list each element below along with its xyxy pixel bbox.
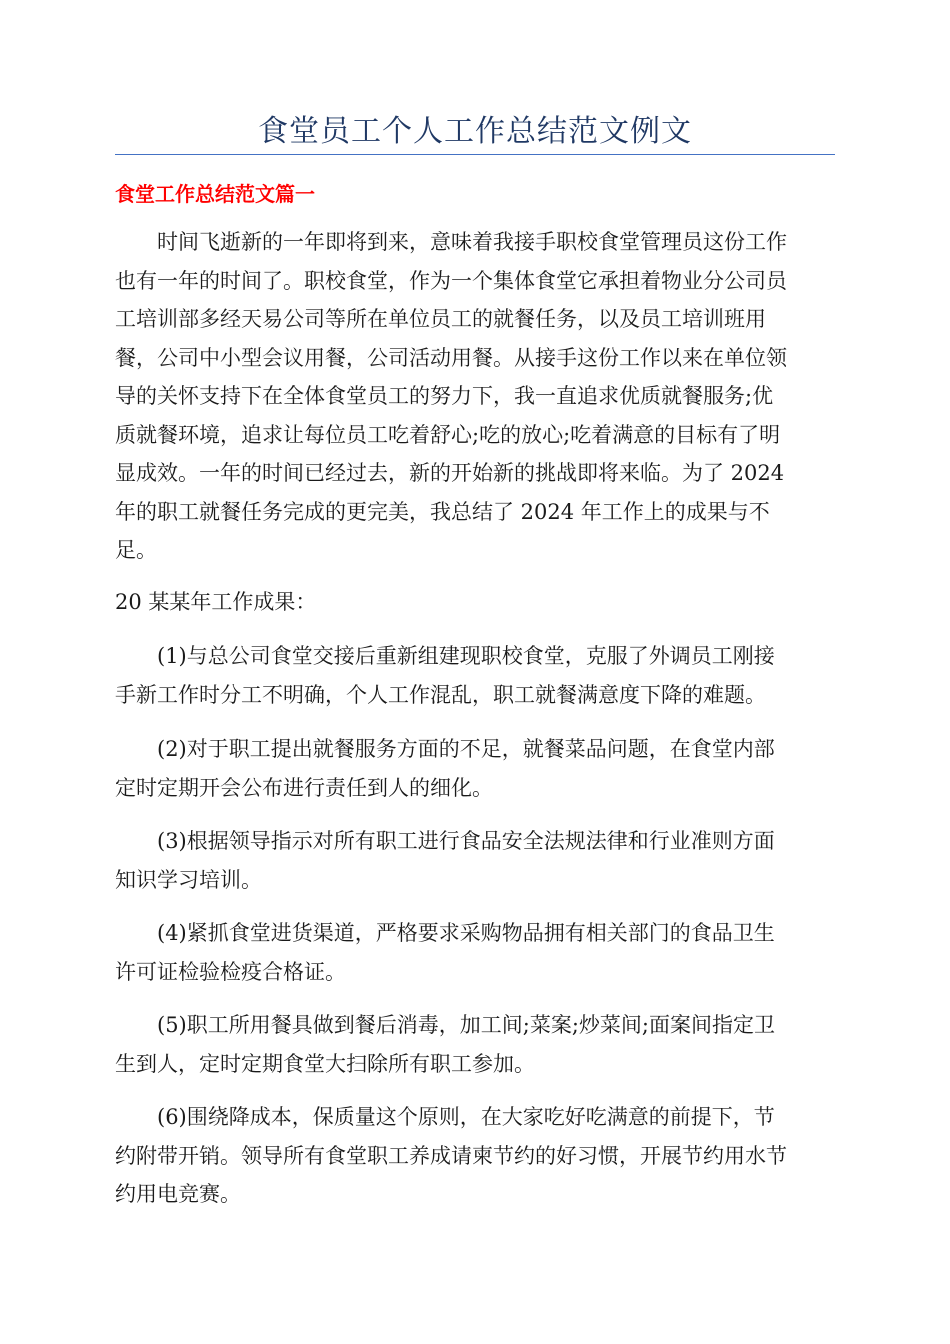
result-item-4 bbox=[115, 914, 835, 991]
paragraph-line: 工培训部多经天易公司等所在单位员工的就餐任务，以及员工培训班用 bbox=[115, 307, 766, 331]
paragraph-line: (2)对于职工提出就餐服务方面的不足，就餐菜品问题，在食堂内部 bbox=[115, 737, 775, 761]
paragraph-line: 足。 bbox=[115, 538, 157, 562]
paragraph-line: 也有一年的时间了。职校食堂，作为一个集体食堂它承担着物业分公司员 bbox=[115, 268, 787, 293]
paragraph-line: 定时定期开会公布进行责任到人的细化。 bbox=[115, 775, 493, 800]
result-item-3 bbox=[115, 822, 835, 899]
title-underline-rule bbox=[115, 154, 835, 155]
paragraph-line: 餐，公司中小型会议用餐，公司活动用餐。从接手这份工作以来在单位领 bbox=[115, 345, 787, 370]
paragraph-line: 时间飞逝新的一年即将到来，意味着我接手职校食堂管理员这份工作 bbox=[115, 230, 787, 254]
paragraph-line: 知识学习培训。 bbox=[115, 867, 262, 892]
result-item-6 bbox=[115, 1098, 835, 1214]
paragraph-line: (4)紧抓食堂进货渠道，严格要求采购物品拥有相关部门的食品卫生 bbox=[115, 921, 775, 945]
paragraph-line: (5)职工所用餐具做到餐后消毒，加工间;菜案;炒菜间;面案间指定卫 bbox=[115, 1013, 775, 1037]
document-title: 食堂员工个人工作总结范文例文 bbox=[258, 114, 692, 149]
paragraph-line: 手新工作时分工不明确，个人工作混乱，职工就餐满意度下降的难题。 bbox=[115, 682, 766, 707]
paragraph-line: 导的关怀支持下在全体食堂员工的努力下，我一直追求优质就餐服务;优 bbox=[115, 384, 774, 408]
result-item-5 bbox=[115, 1006, 835, 1083]
paragraph-line: 生到人，定时定期食堂大扫除所有职工参加。 bbox=[115, 1051, 535, 1076]
paragraph-line: 约附带开销。领导所有食堂职工养成请柬节约的好习惯，开展节约用水节 bbox=[115, 1143, 787, 1168]
intro-paragraph bbox=[115, 223, 835, 570]
section-heading: 食堂工作总结范文篇一 bbox=[115, 182, 315, 206]
paragraph-line: 许可证检验检疫合格证。 bbox=[115, 959, 346, 984]
paragraph-line: 质就餐环境，追求让每位员工吃着舒心;吃的放心;吃着满意的目标有了明 bbox=[115, 422, 781, 447]
result-item-2 bbox=[115, 730, 835, 807]
paragraph-line: 约用电竞赛。 bbox=[115, 1182, 241, 1206]
paragraph-line: (3)根据领导指示对所有职工进行食品安全法规法律和行业准则方面 bbox=[115, 829, 775, 853]
paragraph-line: 显成效。一年的时间已经过去，新的开始新的挑战即将来临。为了 2024 bbox=[115, 461, 785, 485]
results-heading: 20 某某年工作成果： bbox=[115, 590, 317, 614]
paragraph-line: 年的职工就餐任务完成的更完美，我总结了 2024 年工作上的成果与不 bbox=[115, 499, 770, 524]
paragraph-line: (1)与总公司食堂交接后重新组建现职校食堂，克服了外调员工刚接 bbox=[115, 644, 775, 668]
paragraph-line: (6)围绕降成本，保质量这个原则，在大家吃好吃满意的前提下，节 bbox=[115, 1105, 775, 1129]
result-item-1 bbox=[115, 637, 835, 714]
